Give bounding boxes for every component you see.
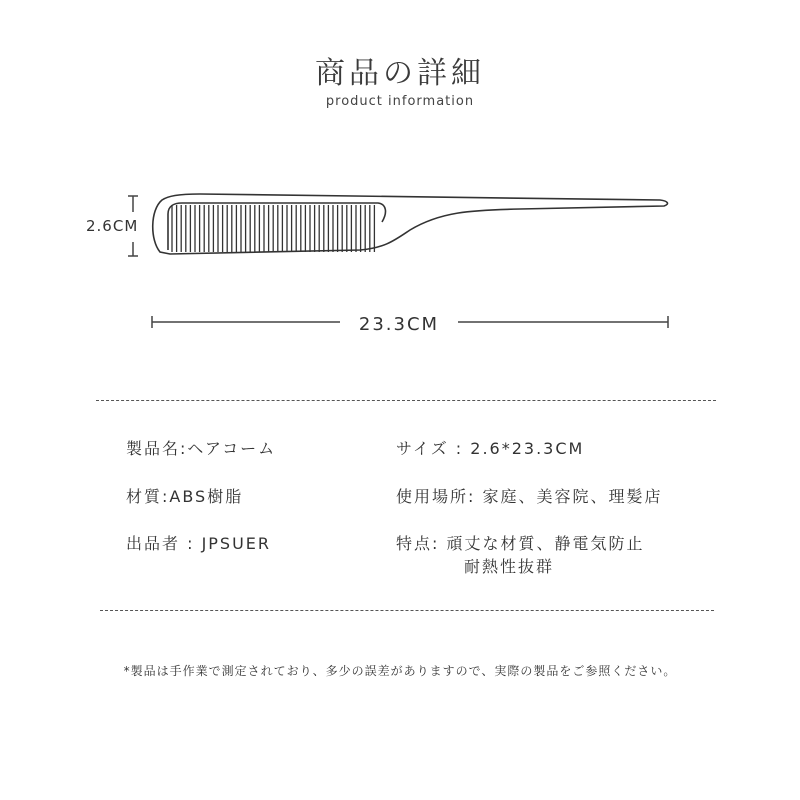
length-label: 23.3CM	[358, 314, 440, 335]
comb-teeth	[172, 205, 374, 252]
spec-features-line2: 耐熱性抜群	[464, 557, 555, 576]
spec-size: サイズ : 2.6*23.3CM	[396, 439, 585, 458]
spec-features-line1: 特点: 頑丈な材質、静電気防止	[396, 534, 645, 553]
footnote: *製品は手作業で測定されており、多少の誤差がありますので、実際の製品をご参照ください。	[123, 664, 677, 678]
page-subtitle: product information	[325, 94, 475, 109]
divider-top	[96, 400, 716, 401]
comb-outline	[153, 194, 668, 258]
page-title: 商品の詳細	[315, 56, 485, 91]
spec-material: 材質:ABS樹脂	[126, 487, 244, 506]
spec-product-name: 製品名:ヘアコーム	[126, 439, 277, 458]
comb-illustration	[0, 0, 800, 380]
spec-usage: 使用場所: 家庭、美容院、理髪店	[396, 487, 663, 506]
spec-seller: 出品者 : JPSUER	[126, 534, 272, 553]
height-label: 2.6CM	[86, 217, 139, 235]
divider-bottom	[100, 610, 714, 611]
